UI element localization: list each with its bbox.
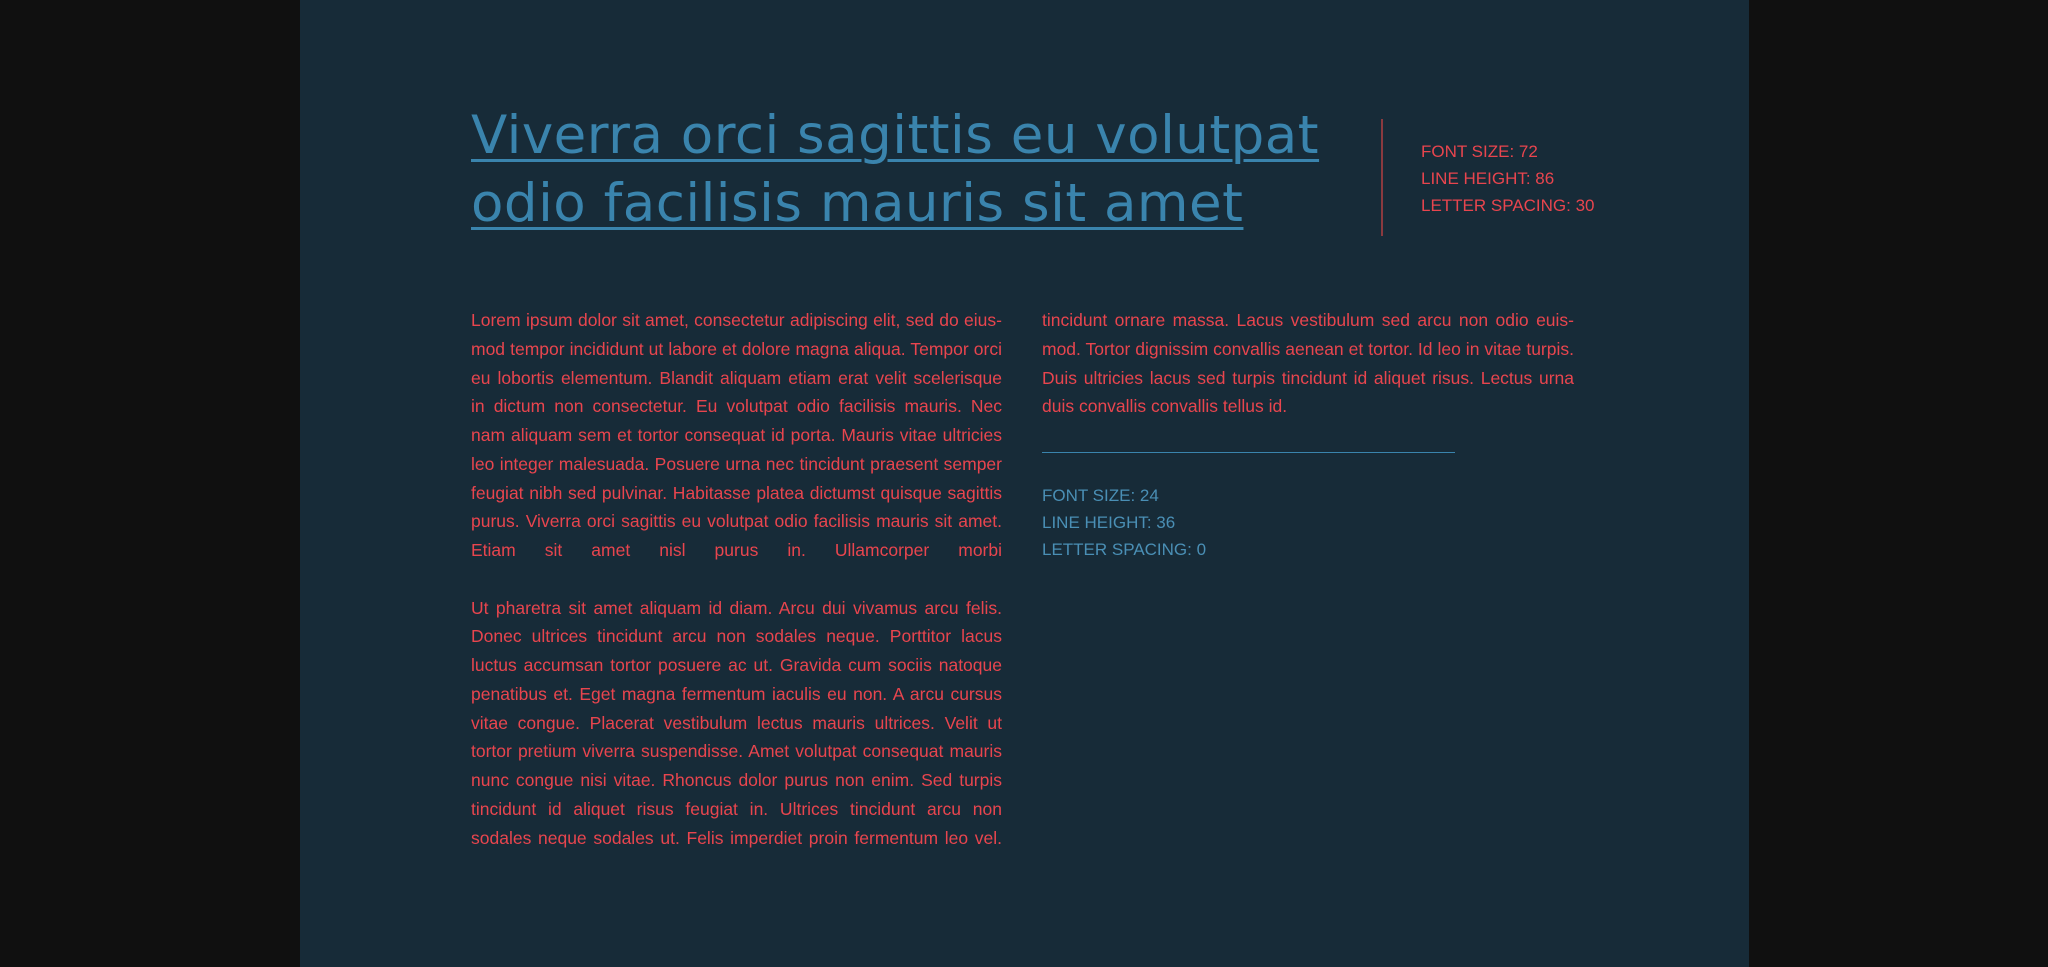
heading-specs [1421, 138, 1595, 219]
body-paragraph-3: tincidunt ornare massa. Lacus vestibulum sed arcu non odio euismod. Tortor dignissim convallis aenean et tortor. Id leo in vitae turpis. Duis ultricies lacus sed turpis tincidunt id aliquet risus. Lectus urna duis convallis convallis tellus id. [1042, 310, 1574, 417]
body-specs [1042, 482, 1206, 563]
body-paragraph-1: Lorem ipsum dolor sit amet, consectetur adipiscing elit, sed do eiusmod tempor incididunt ut labore et dolore magna aliqua. Tempor orci eu lobortis elementum. Blandit aliquam etiam erat velit scelerisque in dictum non consectetur. Eu volutpat odio facilisis mauris. Nec nam aliquam sem et tortor consequat id porta. Mauris vitae ultricies leo integer malesuada. Posuere urna nec tincidunt praesent semper feugiat nibh sed pulvinar. Habitasse platea dictumst quisque sagittis purus. Viverra orci sagittis eu volutpat odio facilisis mauris sit amet. Etiam sit amet nisl purus in. Ullamcorper morbi [471, 310, 1002, 560]
heading-letter-spacing: LETTER SPACING: 30 [1421, 196, 1595, 215]
heading-sample: Viverra orci sagittis eu volutpat odio facilisis mauris sit amet [471, 105, 1320, 234]
horizontal-divider [1042, 452, 1455, 453]
body-font-size: FONT SIZE: 24 [1042, 486, 1159, 505]
vertical-divider [1381, 119, 1383, 236]
body-line-height: LINE HEIGHT: 36 [1042, 513, 1176, 532]
body-paragraph-2: Ut pharetra sit amet aliquam id diam. Arcu dui vivamus arcu felis. Donec ultrices tincidunt arcu non sodales neque. Porttitor lacus luctus accumsan tortor posuere ac ut. Gravida cum sociis natoque penatibus et. Eget magna fermentum iaculis eu non. A arcu cursus vitae congue. Placerat vestibulum lectus mauris ultrices. Velit ut tortor pretium viverra suspendisse. Amet volutpat consequat mauris nunc congue nisi vitae. Rhoncus dolor purus non enim. Sed turpis tincidunt id aliquet risus feugiat in. Ultrices tincidunt arcu non sodales neque sodales ut. Felis imperdiet proin fermentum leo vel. [471, 597, 1002, 848]
heading-line-height: LINE HEIGHT: 86 [1421, 169, 1555, 188]
heading-font-size: FONT SIZE: 72 [1421, 142, 1538, 161]
type-specimen-page [300, 0, 1749, 967]
body-column-right [1042, 306, 1574, 421]
body-letter-spacing: LETTER SPACING: 0 [1042, 540, 1207, 559]
body-column-left [471, 306, 1002, 852]
